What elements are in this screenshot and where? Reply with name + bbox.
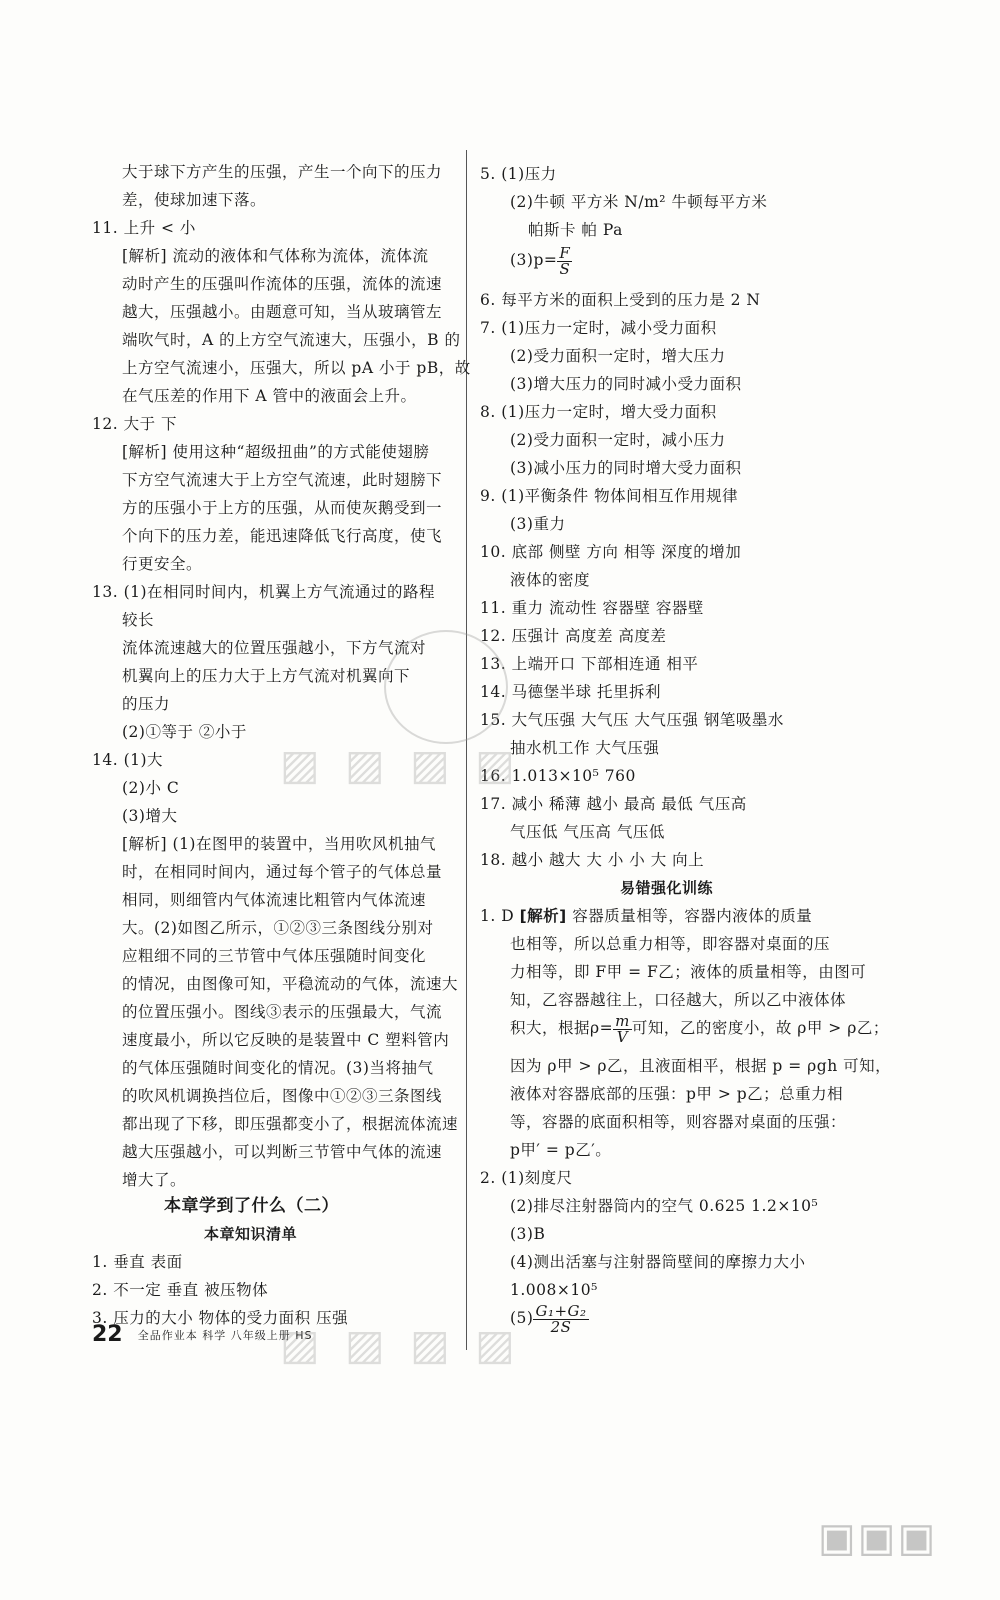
knowledge-3: 3. 压力的大小 物体的受力面积 压强 bbox=[92, 1309, 349, 1327]
explanation-line: [解析] 流动的液体和气体称为流体，流体流 bbox=[122, 247, 429, 265]
explanation-line: 相同，则细管内气体流速比粗管内气体流速 bbox=[122, 891, 427, 909]
answer-5: 5. (1)压力 bbox=[480, 165, 557, 183]
fraction-numerator: m bbox=[615, 1011, 630, 1030]
fraction bbox=[557, 243, 572, 278]
explanation-line: 时，在相同时间内，通过每个管子的气体总量 bbox=[122, 863, 443, 881]
answer-18: 18. 越小 越大 大 小 小 大 向上 bbox=[480, 851, 705, 869]
explanation-line: 应粗细不同的三节管中气体压强随时间变化 bbox=[122, 947, 427, 965]
watermark-graphic: ▨ ▨ ▨ ▨ bbox=[280, 740, 521, 789]
explanation-line: 下方空气流速大于上方空气流速，此时翅膀下 bbox=[122, 471, 443, 489]
text-line: (3)减小压力的同时增大受力面积 bbox=[510, 459, 742, 477]
fraction-denominator: S bbox=[559, 259, 571, 278]
answer-16: 16. 1.013×10⁵ 760 bbox=[480, 767, 636, 785]
text-line: (4)测出活塞与注射器筒壁间的摩擦力大小 bbox=[510, 1253, 806, 1271]
fraction-numerator: F bbox=[559, 243, 571, 262]
text-line: 1.008×10⁵ bbox=[510, 1281, 598, 1299]
explanation-line: 知，乙容器越往上，口径越大，所以乙中液体体 bbox=[510, 991, 847, 1009]
explanation-line: 都出现了下移，即压强都变小了，根据流体流速 bbox=[122, 1115, 459, 1133]
section-heading: 易错强化训练 bbox=[620, 879, 714, 897]
answer-10: 10. 底部 侧壁 方向 相等 深度的增加 bbox=[480, 543, 742, 561]
knowledge-1: 1. 垂直 表面 bbox=[92, 1253, 183, 1271]
explanation-text: 积大，根据ρ= bbox=[510, 1019, 614, 1037]
explanation-line: 因为 ρ甲 > ρ乙，且液面相平，根据 p = ρgh 可知， bbox=[510, 1057, 892, 1075]
explanation-line: 上方空气流速小，压强大，所以 pA 小于 pB，故 bbox=[122, 359, 471, 377]
explanation-line: 端吹气时，A 的上方空气流速大，压强小，B 的 bbox=[122, 331, 461, 349]
text-line: (2)小 C bbox=[122, 779, 180, 797]
error-answer-2: 2. (1)刻度尺 bbox=[480, 1169, 573, 1187]
text-line: (2)受力面积一定时，减小压力 bbox=[510, 431, 726, 449]
text-line: (2)受力面积一定时，增大压力 bbox=[510, 347, 726, 365]
text-line: (2)排尽注射器筒内的空气 0.625 1.2×10⁵ bbox=[510, 1197, 819, 1215]
explanation-line: [解析] 使用这种“超级扭曲”的方式能使翅膀 bbox=[122, 443, 430, 461]
fraction-denominator: V bbox=[616, 1027, 629, 1046]
explanation-text: 可知，乙的密度小，故 ρ甲 > ρ乙； bbox=[631, 1019, 889, 1037]
answer-11: 11. 上升 < 小 bbox=[92, 219, 196, 237]
explanation-line: 方的压强小于上方的压强，从而使灰鹅受到一 bbox=[122, 499, 443, 517]
answer-13: 13. 上端开口 下部相连通 相平 bbox=[480, 655, 699, 673]
answer-15: 15. 大气压强 大气压 大气压强 钢笔吸墨水 bbox=[480, 711, 784, 729]
answer-9: 9. (1)平衡条件 物体间相互作用规律 bbox=[480, 487, 739, 505]
fraction-numerator: G₁+G₂ bbox=[535, 1301, 587, 1320]
answer-11: 11. 重力 流动性 容器壁 容器壁 bbox=[480, 599, 704, 617]
formula-pressure bbox=[510, 244, 572, 277]
explanation-line: 力相等，即 F甲 = F乙；液体的质量相等，由图可 bbox=[510, 963, 867, 981]
corner-logo: ▣▣▣ bbox=[818, 1515, 938, 1561]
answer-14: 14. 马德堡半球 托里拆利 bbox=[480, 683, 662, 701]
error-answer-1 bbox=[480, 906, 812, 926]
fraction bbox=[533, 1301, 588, 1336]
explanation-line: 的吹风机调换挡位后，图像中①②③三条图线 bbox=[122, 1087, 443, 1105]
explanation-line: 越大，压强越小。由题意可知，当从玻璃管左 bbox=[122, 303, 443, 321]
answer-12: 12. 大于 下 bbox=[92, 415, 178, 433]
watermark-graphic: ▨ ▨ ▨ ▨ bbox=[280, 1320, 521, 1369]
explanation-line: 的气体压强随时间变化的情况。(3)当将抽气 bbox=[122, 1059, 434, 1077]
watermark-stamp bbox=[384, 630, 508, 744]
answer-choice: 1. D bbox=[480, 907, 515, 925]
explanation-line: 也相等，所以总重力相等，即容器对桌面的压 bbox=[510, 935, 831, 953]
answer-8: 8. (1)压力一定时，增大受力面积 bbox=[480, 403, 717, 421]
text-line: 气压低 气压高 气压低 bbox=[510, 823, 665, 841]
fraction-denominator: 2S bbox=[550, 1317, 572, 1336]
text-line: 较长 bbox=[122, 611, 155, 629]
explanation-line: p甲′ = p乙′。 bbox=[510, 1141, 612, 1159]
answer-7: 7. (1)压力一定时，减小受力面积 bbox=[480, 319, 717, 337]
explanation-line: 的情况，由图像可知，平稳流动的气体，流速大 bbox=[122, 975, 459, 993]
explanation-tag: [解析] bbox=[519, 907, 567, 925]
explanation-line: 动时产生的压强叫作流体的压强，流体的流速 bbox=[122, 275, 443, 293]
text-line: (3)B bbox=[510, 1225, 546, 1243]
explanation-line: 大。(2)如图乙所示，①②③三条图线分别对 bbox=[122, 919, 434, 937]
book-info: 全品作业本 科学 八年级上册 HS bbox=[137, 1328, 313, 1342]
explanation-line: 增大了。 bbox=[122, 1171, 187, 1189]
explanation-line: 越大压强越小，可以判断三节管中气体的流速 bbox=[122, 1143, 443, 1161]
formula-line bbox=[510, 1302, 589, 1335]
page-number: 22 bbox=[92, 1322, 123, 1347]
answer-17: 17. 减小 稀薄 越小 最高 最低 气压高 bbox=[480, 795, 747, 813]
text-line: 的压力 bbox=[122, 695, 171, 713]
fraction bbox=[613, 1011, 632, 1046]
explanation-text: 容器质量相等，容器内液体的质量 bbox=[572, 907, 813, 925]
text-line: (3)增大 bbox=[122, 807, 178, 825]
text-line: 液体的密度 bbox=[510, 571, 591, 589]
text-line: (3)增大压力的同时减小受力面积 bbox=[510, 375, 742, 393]
text-line: 流体流速越大的位置压强越小，下方气流对 bbox=[122, 639, 427, 657]
knowledge-2: 2. 不一定 垂直 被压物体 bbox=[92, 1281, 269, 1299]
explanation-line: 液体对容器底部的压强：p甲 > p乙；总重力相 bbox=[510, 1085, 844, 1103]
chapter-heading: 本章学到了什么（二） bbox=[164, 1196, 339, 1216]
explanation-line: 个向下的压力差，能迅速降低飞行高度，使飞 bbox=[122, 527, 443, 545]
text-line: 抽水机工作 大气压强 bbox=[510, 739, 660, 757]
explanation-line-formula bbox=[510, 1012, 889, 1045]
explanation-line: 等，容器的底面积相等，则容器对桌面的压强： bbox=[510, 1113, 847, 1131]
explanation-line: [解析] (1)在图甲的装置中，当用吹风机抽气 bbox=[122, 835, 436, 853]
text-line: (3)重力 bbox=[510, 515, 566, 533]
answer-13: 13. (1)在相同时间内，机翼上方气流通过的路程 bbox=[92, 583, 436, 601]
answer-14: 14. (1)大 bbox=[92, 751, 164, 769]
explanation-line: 速度最小，所以它反映的是装置中 C 塑料管内 bbox=[122, 1031, 450, 1049]
text-line: (2)①等于 ②小于 bbox=[122, 723, 247, 741]
formula-prefix: (5) bbox=[510, 1309, 534, 1327]
formula-prefix: (3)p= bbox=[510, 251, 558, 269]
answer-12: 12. 压强计 高度差 高度差 bbox=[480, 627, 667, 645]
text-line: (2)牛顿 平方米 N/m² 牛顿每平方米 bbox=[510, 193, 768, 211]
text-line: 大于球下方产生的压强，产生一个向下的压力 bbox=[122, 163, 443, 181]
answer-6: 6. 每平方米的面积上受到的压力是 2 N bbox=[480, 291, 761, 309]
text-line: 帕斯卡 帕 Pa bbox=[528, 221, 623, 239]
explanation-line: 的位置压强小。图线③表示的压强最大，气流 bbox=[122, 1003, 443, 1021]
explanation-line: 行更安全。 bbox=[122, 555, 203, 573]
text-line: 差，使球加速下落。 bbox=[122, 191, 267, 209]
text-line: 机翼向上的压力大于上方气流对机翼向下 bbox=[122, 667, 411, 685]
explanation-line: 在气压差的作用下 A 管中的液面会上升。 bbox=[122, 387, 417, 405]
section-heading: 本章知识清单 bbox=[204, 1225, 298, 1243]
